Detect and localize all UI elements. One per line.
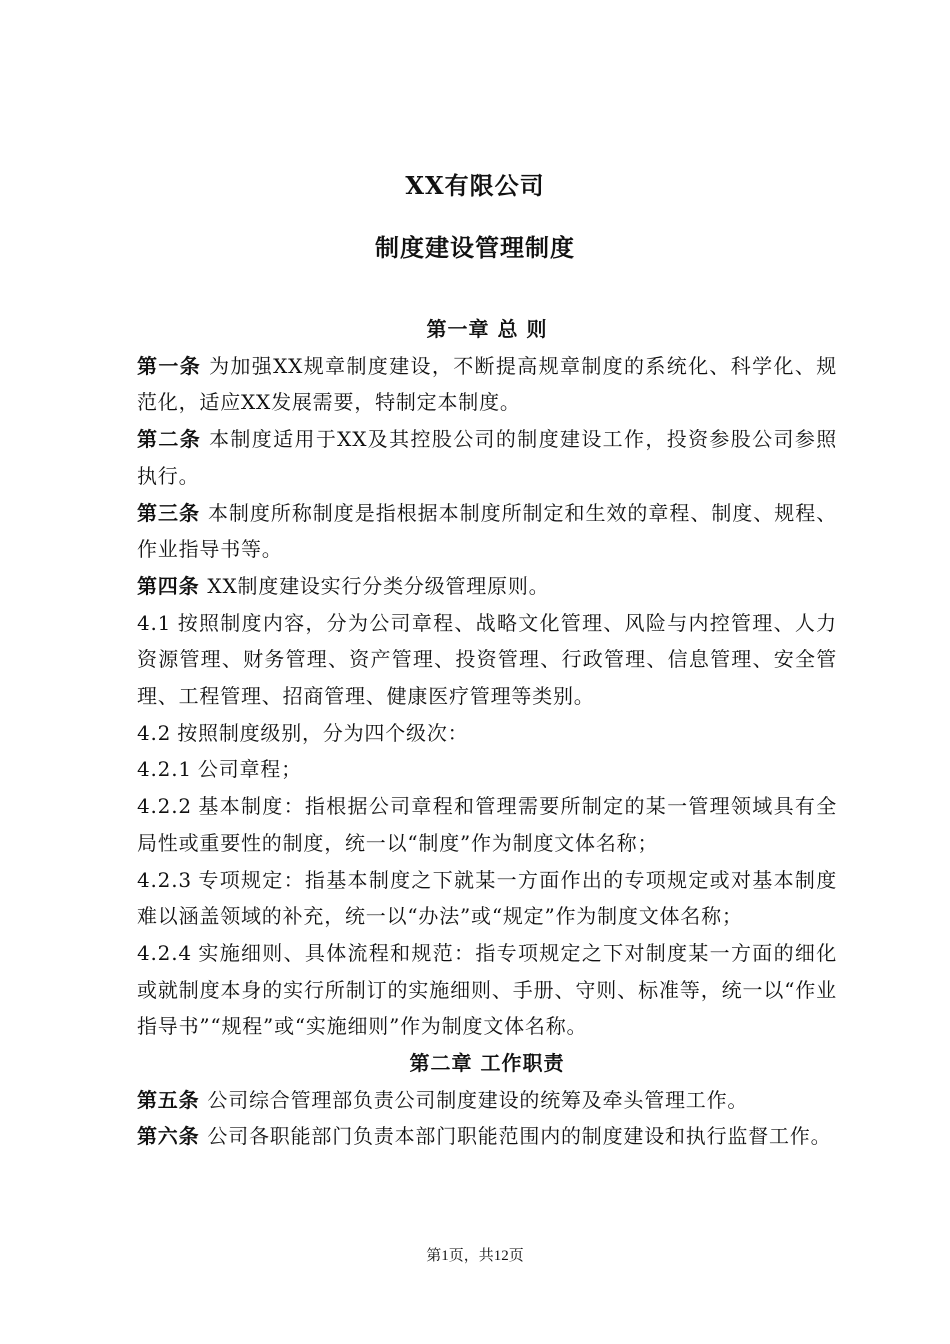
document-title: 制度建设管理制度 <box>375 233 575 262</box>
article-label: 第二条 <box>137 427 202 452</box>
clause-paragraph <box>137 862 837 935</box>
clause-text: 基本制度：指根据公司章程和管理需要所制定的某一管理领域具有全局性或重要性的制度，统一以“制度”作为制度文体名称； <box>137 794 837 855</box>
clause-text: 专项规定：指基本制度之下就某一方面作出的专项规定或对基本制度难以涵盖领域的补充，统一以“办法”或“规定”作为制度文体名称； <box>137 867 837 929</box>
article-text: 为加强XX规章制度建设，不断提高规章制度的系统化、科学化、规范化，适应XX发展需要，特制定本制度。 <box>137 353 837 415</box>
clause-number: 4.2.1 <box>137 757 192 782</box>
article-label: 第三条 <box>137 500 200 525</box>
article-label: 第六条 <box>137 1124 200 1149</box>
clause-number: 4.2.2 <box>137 794 192 819</box>
article-paragraph <box>137 1118 837 1155</box>
clause-paragraph <box>137 935 837 1045</box>
chapter-heading: 第一章 总 则 <box>426 317 548 341</box>
article-text: 公司综合管理部负责公司制度建设的统筹及牵头管理工作。 <box>207 1087 749 1112</box>
chapter-heading: 第二章 工作职责 <box>409 1051 565 1076</box>
article-text: 本制度所称制度是指根据本制度所制定和生效的章程、制度、规程、作业指导书等。 <box>137 500 838 562</box>
clause-paragraph <box>137 751 837 788</box>
article-label: 第四条 <box>137 573 200 598</box>
article-label: 第五条 <box>137 1087 200 1112</box>
clause-text: 按照制度级别，分为四个级次： <box>177 720 469 745</box>
clause-paragraph <box>137 788 837 861</box>
article-label: 第一条 <box>137 353 202 378</box>
article-paragraph <box>137 568 837 605</box>
document-body <box>137 311 837 1155</box>
clause-number: 4.2 <box>137 720 172 745</box>
article-text: 公司各职能部门负责本部门职能范围内的制度建设和执行监督工作。 <box>207 1124 832 1149</box>
clause-text: 实施细则、具体流程和规范：指专项规定之下对制度某一方面的细化或就制度本身的实行所制订的实施细则、手册、守则、标准等，统一以“作业指导书”“规程”或“实施细则”作为制度文体名称。 <box>137 940 837 1039</box>
clause-paragraph <box>137 715 837 752</box>
article-paragraph <box>137 348 837 421</box>
article-paragraph <box>137 421 837 494</box>
clause-paragraph <box>137 605 837 715</box>
clause-text: 按照制度内容，分为公司章程、战略文化管理、风险与内控管理、人力资源管理、财务管理、资产管理、投资管理、行政管理、信息管理、安全管理、工程管理、招商管理、健康医疗管理等类别。 <box>137 610 837 709</box>
article-paragraph <box>137 495 837 568</box>
article-paragraph <box>137 1082 837 1119</box>
clause-number: 4.2.4 <box>137 940 192 965</box>
clause-text: 公司章程； <box>197 757 302 782</box>
article-text: XX制度建设实行分类分级管理原则。 <box>207 573 550 598</box>
company-name: XX有限公司 <box>405 171 545 200</box>
clause-number: 4.1 <box>137 610 172 635</box>
clause-number: 4.2.3 <box>137 867 192 892</box>
article-text: 本制度适用于XX及其控股公司的制度建设工作，投资参股公司参照执行。 <box>137 427 837 488</box>
page-footer: 第1页，共12页 <box>426 1248 524 1264</box>
